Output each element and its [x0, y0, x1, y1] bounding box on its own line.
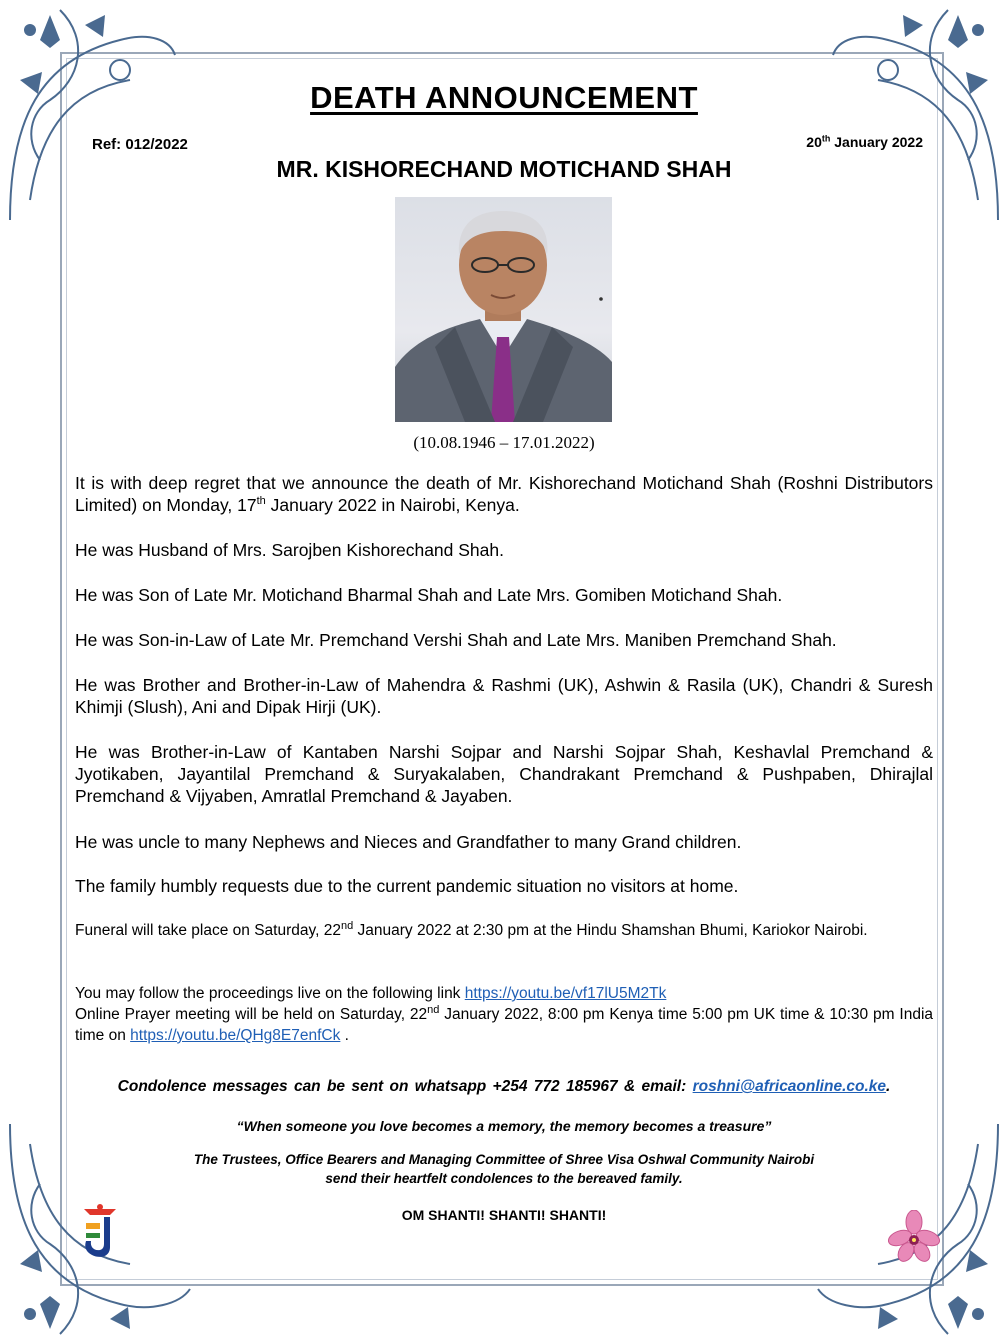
portrait-photo — [395, 197, 612, 422]
memorial-quote: “When someone you love becomes a memory, the memory becomes a treasure” — [236, 1118, 772, 1134]
closing-prayer: OM SHANTI! SHANTI! SHANTI! — [401, 1207, 607, 1223]
livestream-details: You may follow the proceedings live on the following link https://youtu.be/vf17lU5M2Tk Online Prayer meeting will be held on Saturday, 22nd January 2022, 8:00 pm Kenya time 5:00 pm UK time & 10:30 pm India time on https://youtu.be/QHg8E7enfCk . — [75, 985, 934, 1044]
community-logo-icon — [80, 1203, 120, 1261]
paragraph-uncle: He was uncle to many Nephews and Nieces and Grandfather to many Grand children. — [75, 832, 742, 852]
condolence-email-link[interactable]: roshni@africaonline.co.ke — [692, 1078, 887, 1095]
deceased-name: MR. KISHORECHAND MOTICHAND SHAH — [276, 156, 732, 182]
paragraph-son-in-law: He was Son-in-Law of Late Mr. Premchand Vershi Shah and Late Mrs. Maniben Premchand Shah. — [75, 630, 837, 650]
life-dates: (10.08.1946 – 17.01.2022) — [413, 433, 595, 452]
prayer-meeting-link[interactable]: https://youtu.be/QHg8E7enfCk — [130, 1027, 341, 1044]
paragraph-brother-in-law: He was Brother-in-Law of Kantaben Narshi Sojpar and Narshi Sojpar Shah, Keshavlal Premchand & Jyotikaben, Jayantilal Premchand & Suryakalaben, Chandrakant Premchand & Pushpaben, Dhirajlal Premchand & Vijyaben, Amratlal Premchand & Jayaben. — [75, 742, 933, 806]
paragraph-announcement: It is with deep regret that we announce the death of Mr. Kishorechand Motichand Shah (Roshni Distributors Limited) on Monday, 17th January 2022 in Nairobi, Kenya. — [75, 473, 933, 515]
trustees-condolence: The Trustees, Office Bearers and Managing Committee of Shree Visa Oshwal Community Nairobi send their heartfelt condolences to the bereaved family. — [193, 1152, 815, 1186]
paragraph-pandemic-request: The family humbly requests due to the current pandemic situation no visitors at home. — [75, 876, 739, 896]
condolence-contact: Condolence messages can be sent on whatsapp +254 772 185967 & email: roshni@africaonline.co.ke. — [117, 1078, 891, 1095]
orchid-flower-icon — [888, 1210, 940, 1262]
reference-number: Ref: 012/2022 — [92, 136, 188, 153]
paragraph-son: He was Son of Late Mr. Motichand Bharmal Shah and Late Mrs. Gomiben Motichand Shah. — [75, 585, 783, 605]
announcement-date: 20th January 2022 — [806, 133, 923, 150]
paragraph-husband: He was Husband of Mrs. Sarojben Kishorechand Shah. — [75, 540, 504, 560]
funeral-details: Funeral will take place on Saturday, 22nd January 2022 at 2:30 pm at the Hindu Shamshan Bhumi, Kariokor Nairobi. — [75, 919, 868, 939]
announcement-title: DEATH ANNOUNCEMENT — [310, 80, 698, 115]
paragraph-brother: He was Brother and Brother-in-Law of Mahendra & Rashmi (UK), Ashwin & Rasila (UK), Chandri & Suresh Khimji (Slush), Ani and Dipak Hirji (UK). — [75, 675, 933, 717]
livestream-link[interactable]: https://youtu.be/vf17lU5M2Tk — [464, 985, 667, 1002]
